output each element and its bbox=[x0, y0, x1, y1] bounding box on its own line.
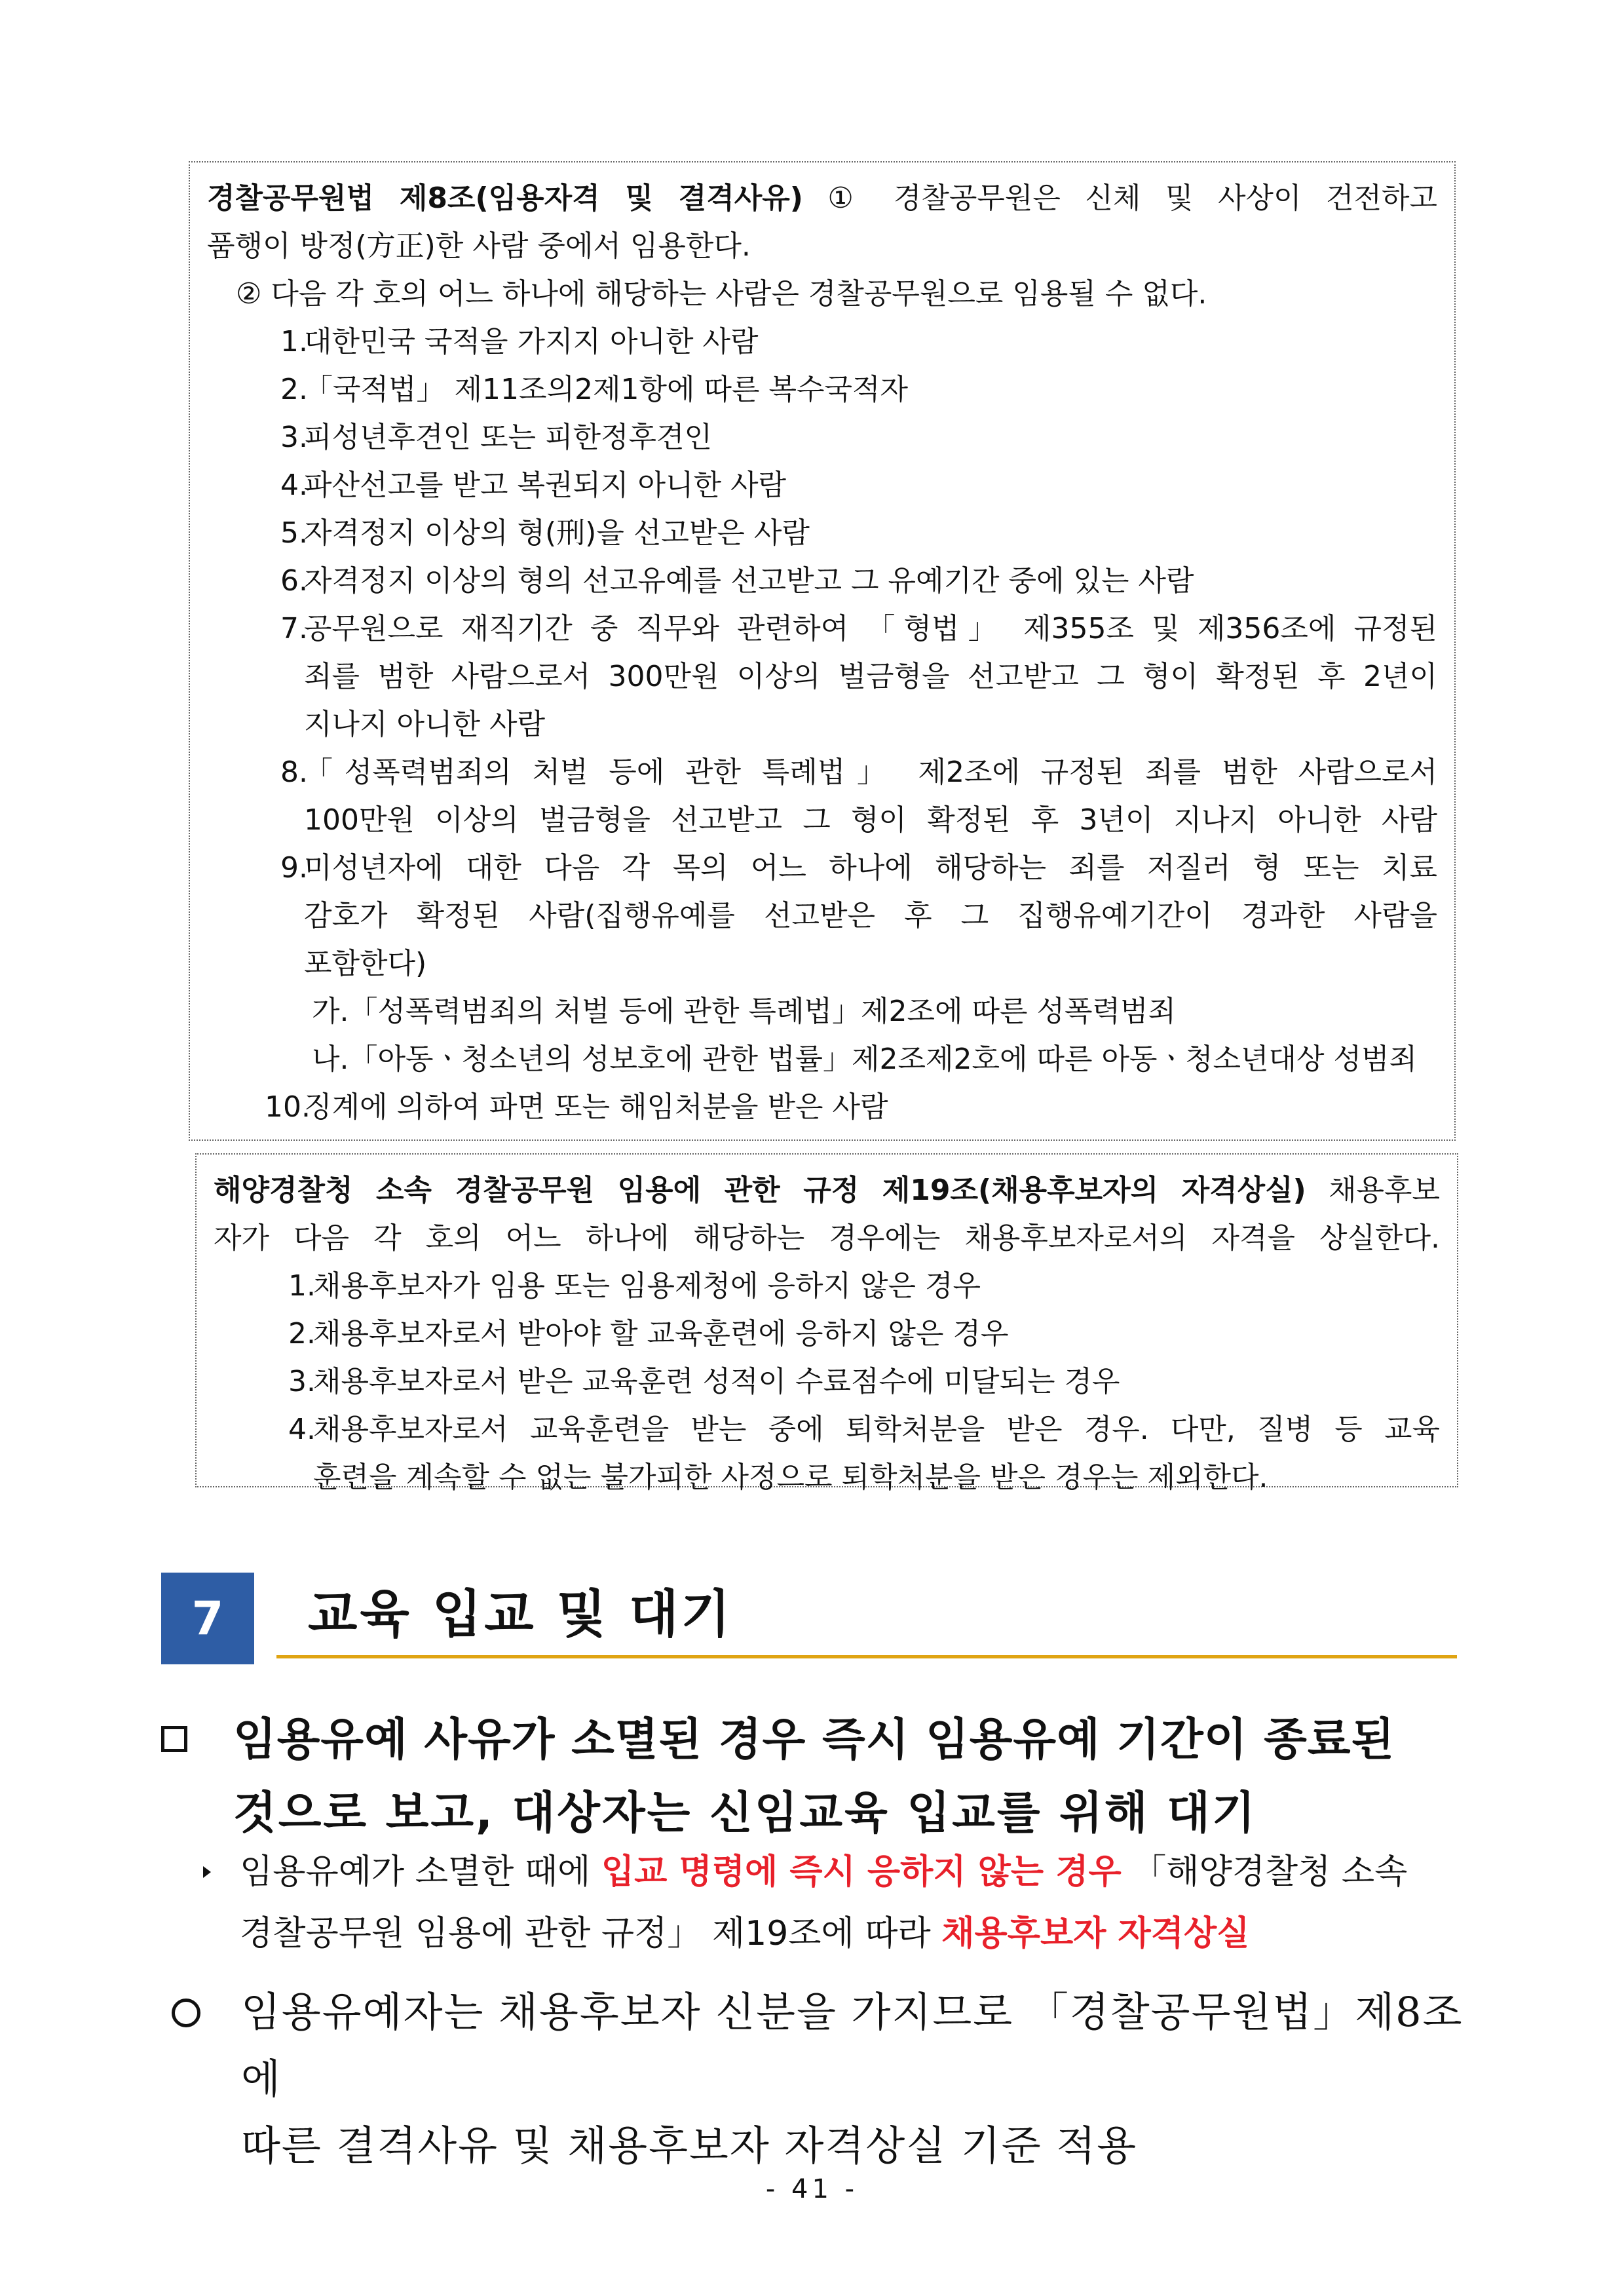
list-item: 1. 채용후보자가 임용 또는 임용제청에 응하지 않은 경우 bbox=[288, 1269, 981, 1303]
list-item: 7. 공무원으로 재직기간 중 직무와 관련하여 「형법」 제355조 및 제356조에 규정된 죄를 범한 사람으로서 300만원 이상의 벌금형을 선고받고 그 형이 확정된 후 2년이 지나지 아니한 사람 bbox=[280, 612, 1437, 741]
law-excerpt-box-article19 bbox=[195, 1153, 1458, 1494]
list-item: 9. 미성년자에 대한 다음 각 목의 어느 하나에 해당하는 죄를 저질러 형 또는 치료 감호가 확정된 사람(집행유예를 선고받은 후 그 집행유예기간이 경과한 사람을 포함한다) bbox=[280, 851, 1437, 980]
list-item: 4. 파산선고를 받고 복권되지 아니한 사람 bbox=[280, 469, 787, 502]
list-item: 3. 피성년후견인 또는 피한정후견인 bbox=[280, 421, 713, 454]
section-title: 교육 입교 및 대기 bbox=[308, 1585, 733, 1644]
article8-intro-line1: 경찰공무원법 제8조(임용자격 및 결격사유) ① 경찰공무원은 신체 및 사상이 건전하고 bbox=[207, 182, 1437, 215]
list-item: 6. 자격정지 이상의 형의 선고유예를 선고받고 그 유예기간 중에 있는 사람 bbox=[280, 564, 1194, 598]
article8-para2: ② 다음 각 호의 어느 하나에 해당하는 사람은 경찰공무원으로 임용될 수 없다. bbox=[236, 277, 1207, 311]
list-item: 3. 채용후보자로서 받은 교육훈련 성적이 수료점수에 미달되는 경우 bbox=[288, 1365, 1120, 1398]
circle-bullet-icon bbox=[172, 1999, 200, 2027]
article19-intro-line2: 자가 다음 각 호의 어느 하나에 해당하는 경우에는 채용후보자로서의 자격을 상실한다. bbox=[214, 1221, 1440, 1255]
section-number-badge: 7 bbox=[161, 1573, 254, 1664]
triangle-bullet-icon bbox=[203, 1866, 211, 1878]
key-point-line2: 것으로 보고, 대상자는 신임교육 입교를 위해 대기 bbox=[233, 1788, 1257, 1839]
emphasis-text: 채용후보자 자격상실 bbox=[941, 1914, 1250, 1953]
page-number: - 41 - bbox=[765, 2174, 859, 2204]
key-point-heading bbox=[161, 1704, 1465, 1850]
list-item: 5. 자격정지 이상의 형(刑)을 선고받은 사람 bbox=[280, 516, 810, 550]
article8-intro-line2: 품행이 방정(方正)한 사람 중에서 임용한다. bbox=[207, 229, 751, 263]
list-item: 1. 대한민국 국적을 가지지 아니한 사람 bbox=[280, 325, 759, 358]
list-item: 4. 채용후보자로서 교육훈련을 받는 중에 퇴학처분을 받은 경우. 다만, 질병 등 교육 훈련을 계속할 수 없는 불가피한 사정으로 퇴학처분을 받은 경우는 제외한다. bbox=[288, 1413, 1440, 1494]
list-item: 8. 「성폭력범죄의 처벌 등에 관한 특례법」 제2조에 규정된 죄를 범한 사람으로서 100만원 이상의 벌금형을 선고받고 그 형이 확정된 후 3년이 지나지 아니한 사람 bbox=[280, 756, 1437, 837]
article8-heading: 경찰공무원법 제8조(임용자격 및 결격사유) bbox=[207, 182, 803, 215]
detail-bullet-line1: 임용유예가 소멸한 때에 입교 명령에 즉시 응하지 않는 경우 「해양경찰청 소속 bbox=[240, 1852, 1408, 1892]
detail-bullet-line2: 경찰공무원 임용에 관한 규정」 제19조에 따라 채용후보자 자격상실 bbox=[240, 1914, 1250, 1953]
circle-bullet-item: 임용유예자는 채용후보자 신분을 가지므로 「경찰공무원법」제8조에 따른 결격사유 및 채용후보자 자격상실 기준 적용 bbox=[172, 1979, 1469, 2179]
article19-heading: 해양경찰청 소속 경찰공무원 임용에 관한 규정 제19조(채용후보자의 자격상실) bbox=[214, 1174, 1306, 1207]
law-excerpt-box-article8 bbox=[189, 161, 1456, 1141]
square-bullet-icon bbox=[161, 1726, 187, 1752]
list-item: 2. 채용후보자로서 받아야 할 교육훈련에 응하지 않은 경우 bbox=[288, 1317, 1009, 1350]
emphasis-text: 입교 명령에 즉시 응하지 않는 경우 bbox=[601, 1852, 1122, 1892]
key-point-line1: 임용유예 사유가 소멸된 경우 즉시 임용유예 기간이 종료된 bbox=[233, 1714, 1395, 1766]
list-item: 10. 징계에 의하여 파면 또는 해임처분을 받은 사람 bbox=[265, 1090, 888, 1124]
article19-intro-line1: 해양경찰청 소속 경찰공무원 임용에 관한 규정 제19조(채용후보자의 자격상실) 채용후보 bbox=[214, 1174, 1440, 1207]
sub-item: 나.「아동ㆍ청소년의 성보호에 관한 법률」제2조제2호에 따른 아동ㆍ청소년대상 성범죄 bbox=[312, 1043, 1418, 1076]
list-item: 2. 「국적법」 제11조의2제1항에 따른 복수국적자 bbox=[280, 373, 908, 406]
section-title-underline bbox=[276, 1655, 1457, 1658]
detail-bullet bbox=[203, 1841, 1466, 1964]
sub-item: 가.「성폭력범죄의 처벌 등에 관한 특례법」제2조에 따른 성폭력범죄 bbox=[312, 995, 1176, 1028]
